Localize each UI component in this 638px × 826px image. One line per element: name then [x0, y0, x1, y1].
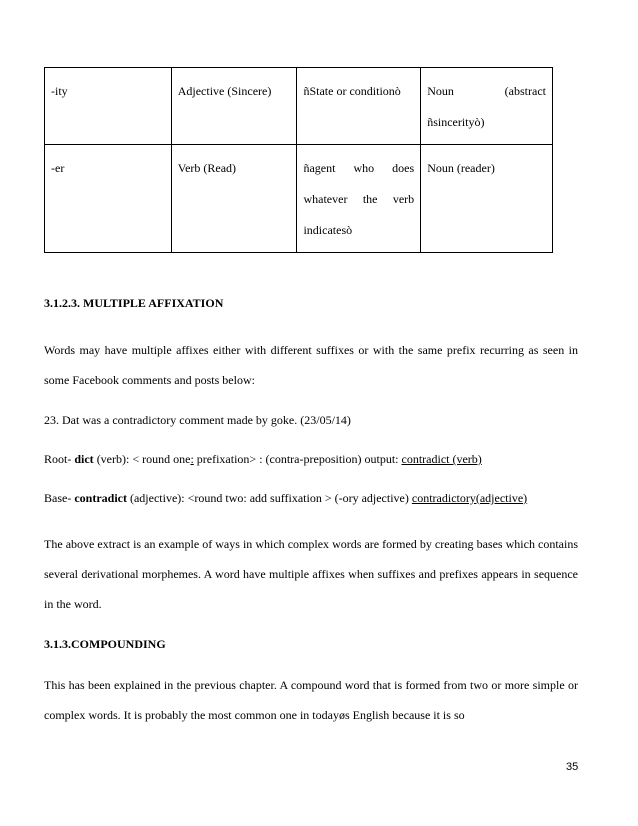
section-heading-multiple-affixation: 3.1.2.3. MULTIPLE AFFIXATION — [44, 296, 224, 310]
example-sentence: 23. Dat was a contradictory comment made by goke. (23/05/14) — [44, 413, 351, 427]
base-cell: Verb (Read) — [177, 161, 237, 175]
table-row — [45, 68, 553, 145]
section-heading-compounding: 3.1.3.COMPOUNDING — [44, 637, 166, 651]
affix-table — [44, 67, 553, 253]
root-analysis-line — [44, 452, 482, 467]
root-colon: : — [190, 452, 194, 466]
base-label: Base- — [44, 491, 75, 505]
affix-cell: -er — [51, 161, 65, 175]
base-analysis-line — [44, 491, 527, 506]
affix-cell: -ity — [51, 84, 68, 98]
intro-paragraph: Words may have multiple affixes either with different suffixes or with the same prefix recurring as seen in some Facebook comments and posts below: — [44, 343, 578, 387]
meaning-cell-line: indicatesò — [303, 223, 353, 237]
meaning-cell-line: whatever the verb — [303, 192, 415, 206]
root-output: contradict (verb) — [401, 452, 482, 466]
page-number: 35 — [566, 761, 579, 773]
base-text: (adjective): <round two: add suffixation > (-ory adjective) — [126, 491, 412, 505]
result-cell-line: ñsincerityò) — [427, 115, 485, 129]
explanation-paragraph: The above extract is an example of ways in which complex words are formed by creating bases which contains several derivational morphemes. A word have multiple affixes when suffixes and prefixes appears in sequence in the word. — [44, 537, 578, 611]
compounding-paragraph: This has been explained in the previous chapter. A compound word that is formed from two or more simple or complex words. It is probably the most common one in todayøs English because it is so — [44, 678, 578, 722]
table-row — [45, 145, 553, 253]
meaning-cell-line: ñagent who does — [303, 161, 415, 175]
root-word: dict — [74, 452, 94, 466]
root-text-2: prefixation> : (contra-preposition) output: — [193, 452, 402, 466]
result-cell-line: Noun (abstract — [427, 84, 546, 98]
base-output: contradictory(adjective) — [411, 491, 528, 505]
result-cell-line: Noun (reader) — [427, 161, 495, 175]
root-label: Root- — [44, 452, 75, 466]
root-text: (verb): < round one — [93, 452, 191, 466]
meaning-cell-line: ñState or conditionò — [303, 84, 401, 98]
base-cell: Adjective (Sincere) — [177, 84, 272, 98]
base-word: contradict — [74, 491, 127, 505]
